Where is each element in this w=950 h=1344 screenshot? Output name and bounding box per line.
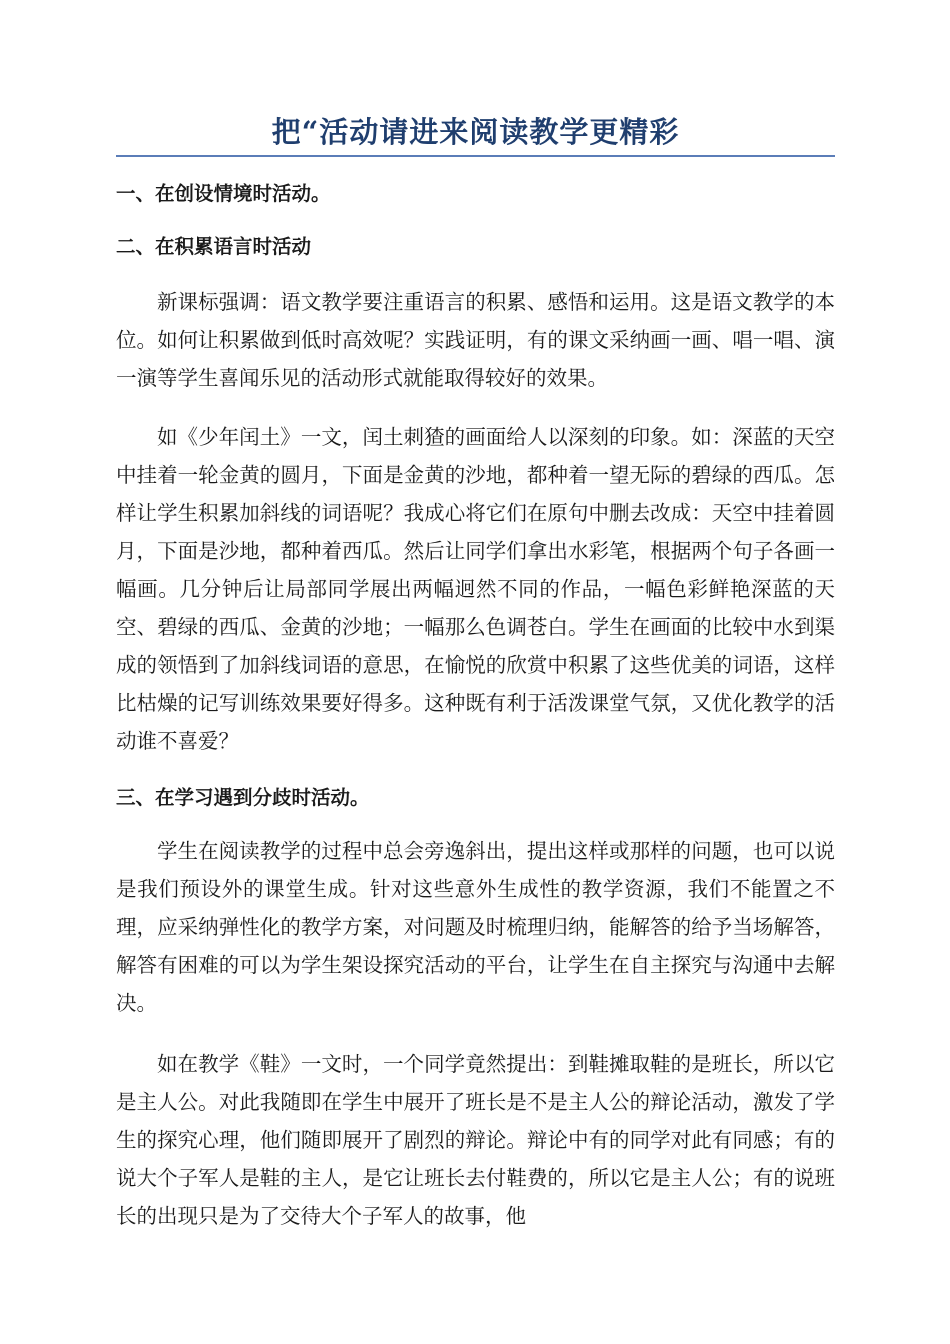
paragraph-example-runtu: 如《少年闰土》一文，闰土刺猹的画面给人以深刻的印象。如：深蓝的天空中挂着一轮金黄的圆月，下面是金黄的沙地，都种着一望无际的碧绿的西瓜。怎样让学生积累加斜线的词语呢？我成心将它们在原句中删去改成：天空中挂着圆月，下面是沙地，都种着西瓜。然后让同学们拿出水彩笔，根据两个句子各画一幅画。几分钟后让局部同学展出两幅迥然不同的作品，一幅色彩鲜艳深蓝的天空、碧绿的西瓜、金黄的沙地；一幅那么色调苍白。学生在画面的比较中水到渠成的领悟到了加斜线词语的意思，在愉悦的欣赏中积累了这些优美的词语，这样比枯燥的记写训练效果要好得多。这种既有利于活泼课堂气氛，又优化教学的活动谁不喜爱？ xyxy=(116,425,835,753)
paragraph-intro-accumulation: 新课标强调：语文教学要注重语言的积累、感悟和运用。这是语文教学的本位。如何让积累做到低时高效呢？实践证明，有的课文采纳画一画、唱一唱、演一演等学生喜闻乐见的活动形式就能取得较好的效果。 xyxy=(116,290,835,390)
section-heading-2: 二、在积累语言时活动 xyxy=(116,235,312,258)
document-title: 把“活动请进来阅读教学更精彩 xyxy=(116,110,835,157)
section-heading-3: 三、在学习遇到分歧时活动。 xyxy=(116,786,370,809)
paragraph-intro-disagreement: 学生在阅读教学的过程中总会旁逸斜出，提出这样或那样的问题，也可以说是我们预设外的课堂生成。针对这些意外生成性的教学资源，我们不能置之不理，应采纳弹性化的教学方案，对问题及时梳理归纳，能解答的给予当场解答，解答有困难的可以为学生架设探究活动的平台，让学生在自主探究与沟通中去解决。 xyxy=(116,839,835,1015)
section-heading-1: 一、在创设情境时活动。 xyxy=(116,182,331,205)
document-page xyxy=(116,110,835,1235)
paragraph-example-shoes: 如在教学《鞋》一文时，一个同学竟然提出：到鞋摊取鞋的是班长，所以它是主人公。对此我随即在学生中展开了班长是不是主人公的辩论活动，激发了学生的探究心理，他们随即展开了剧烈的辩论。辩论中有的同学对此有同感；有的说大个子军人是鞋的主人，是它让班长去付鞋费的，所以它是主人公；有的说班长的出现只是为了交待大个子军人的故事，他 xyxy=(116,1052,835,1228)
